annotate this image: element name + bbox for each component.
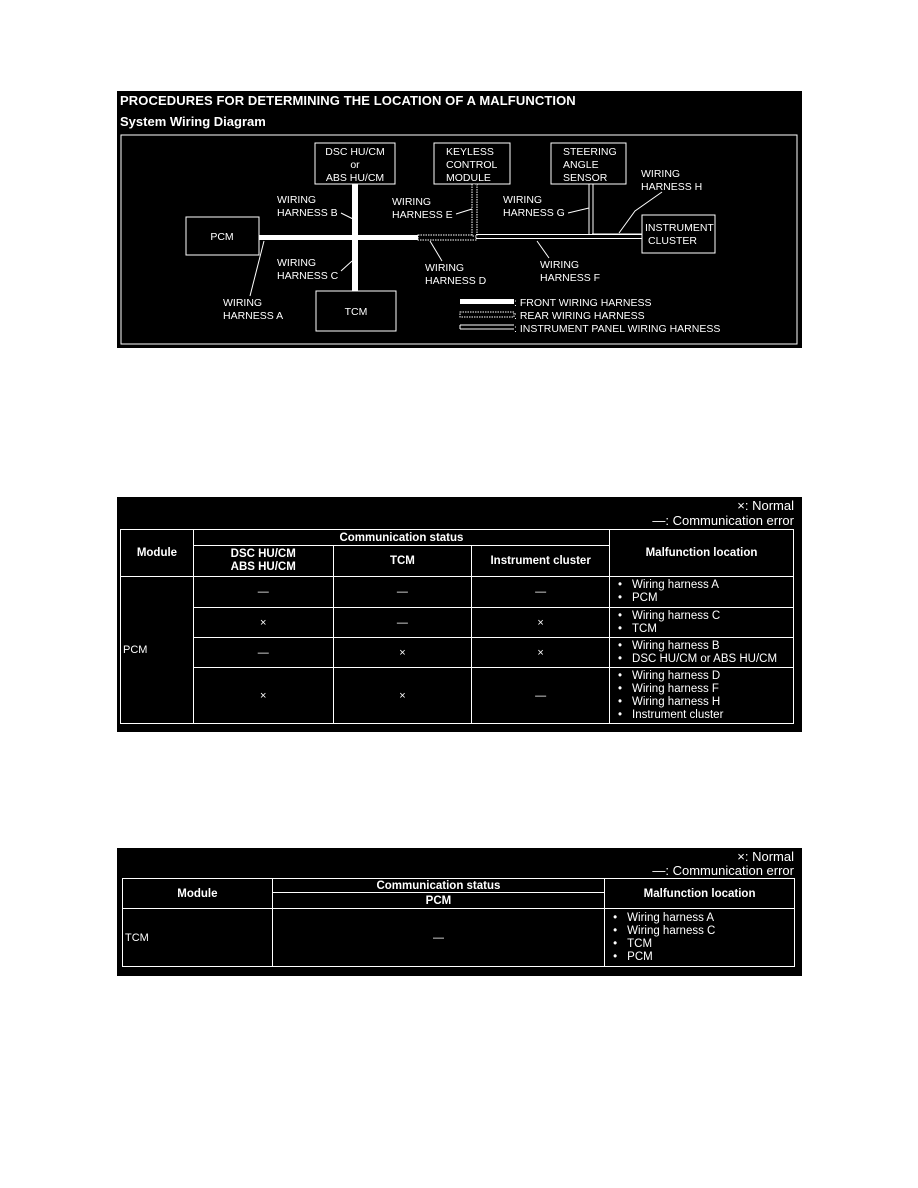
header-comm-status: Communication status <box>193 530 609 546</box>
key-normal: ×: Normal <box>737 849 794 864</box>
harness-e-pointer <box>456 209 472 214</box>
status-instrument: — <box>472 577 610 608</box>
harness-g-label-1: WIRING <box>503 194 543 206</box>
malfunction-cell <box>610 638 794 668</box>
table-row <box>121 668 794 724</box>
status-dsc: × <box>193 668 333 724</box>
pcm-status-table <box>120 529 794 724</box>
steering-label-1: STEERING <box>563 146 617 158</box>
legend-front-text: : FRONT WIRING HARNESS <box>514 297 652 309</box>
header-module: Module <box>123 879 273 909</box>
keyless-label-3: MODULE <box>446 172 491 184</box>
pcm-label: PCM <box>210 231 234 243</box>
status-tcm: × <box>333 668 472 724</box>
keyless-label-1: KEYLESS <box>446 146 494 158</box>
header-dsc <box>193 546 333 577</box>
malfunction-cell <box>610 608 794 638</box>
harness-h-label-1: WIRING <box>641 168 681 180</box>
harness-a-label-1: WIRING <box>223 297 263 309</box>
harness-d-label-1: WIRING <box>425 262 465 274</box>
module-cell-tcm: TCM <box>123 909 273 967</box>
harness-f-pointer <box>537 241 549 258</box>
harness-d-pointer <box>430 241 442 261</box>
front-harness-horizontal <box>259 235 418 240</box>
rear-harness-horizontal <box>418 235 476 240</box>
header-dsc-line-2: ABS HU/CM <box>230 561 296 573</box>
dsc-label-1: DSC HU/CM <box>325 146 385 158</box>
rear-harness-keyless <box>472 184 477 236</box>
header-tcm: TCM <box>333 546 472 577</box>
malfunction-item: • Instrument cluster <box>618 709 793 722</box>
tcm-status-table <box>122 878 795 967</box>
harness-g-label-2: HARNESS G <box>503 207 565 219</box>
status-instrument: — <box>472 668 610 724</box>
instrument-label-2: CLUSTER <box>648 235 698 247</box>
header-instrument: Instrument cluster <box>472 546 610 577</box>
header-module: Module <box>121 530 194 577</box>
malfunction-item: • PCM <box>618 592 793 605</box>
procedure-title: PROCEDURES FOR DETERMINING THE LOCATION OF A MALFUNCTION <box>120 93 576 108</box>
malfunction-item: • TCM <box>618 623 793 636</box>
harness-e-label-1: WIRING <box>392 196 432 208</box>
malfunction-item: • TCM <box>613 938 794 951</box>
status-tcm: — <box>333 608 472 638</box>
harness-a-pointer <box>250 241 264 296</box>
malfunction-item: • Wiring harness B <box>618 640 793 653</box>
status-instrument: × <box>472 608 610 638</box>
status-dsc: × <box>193 608 333 638</box>
front-harness-vertical <box>352 184 358 291</box>
malfunction-item: • Wiring harness C <box>613 925 794 938</box>
malfunction-item: • Wiring harness H <box>618 696 793 709</box>
header-comm-status: Communication status <box>272 879 604 893</box>
malfunction-item: • Wiring harness A <box>618 579 793 592</box>
malfunction-item: • Wiring harness D <box>618 670 793 683</box>
harness-h-label-2: HARNESS H <box>641 181 703 193</box>
status-tcm: — <box>333 577 472 608</box>
keyless-label-2: CONTROL <box>446 159 498 171</box>
pcm-status-panel <box>117 497 802 732</box>
key-normal: ×: Normal <box>737 498 794 513</box>
diagram-subtitle: System Wiring Diagram <box>120 114 266 129</box>
harness-f-label-1: WIRING <box>540 259 580 271</box>
malfunction-item: • PCM <box>613 951 794 964</box>
malfunction-cell <box>605 909 795 967</box>
wiring-diagram <box>117 91 802 348</box>
table-row <box>121 608 794 638</box>
harness-g-pointer <box>568 208 589 213</box>
header-malfunction: Malfunction location <box>605 879 795 909</box>
legend-ip-text: : INSTRUMENT PANEL WIRING HARNESS <box>514 323 721 335</box>
harness-a-label-2: HARNESS A <box>223 310 284 322</box>
status-dsc: — <box>193 638 333 668</box>
harness-b-label-2: HARNESS B <box>277 207 338 219</box>
dsc-label-3: ABS HU/CM <box>325 172 385 184</box>
malfunction-item: • Wiring harness A <box>613 912 794 925</box>
harness-c-label-2: HARNESS C <box>277 270 339 282</box>
harness-b-pointer <box>341 213 353 219</box>
instrument-label-1: INSTRUMENT <box>645 222 714 234</box>
wiring-diagram-panel <box>117 91 802 348</box>
module-cell-pcm: PCM <box>121 577 194 724</box>
status-instrument: × <box>472 638 610 668</box>
malfunction-item: • DSC HU/CM or ABS HU/CM <box>618 653 793 666</box>
steering-label-3: SENSOR <box>563 172 608 184</box>
legend-front-swatch <box>460 299 514 304</box>
steering-label-2: ANGLE <box>563 159 599 171</box>
legend-rear-text: : REAR WIRING HARNESS <box>514 310 645 322</box>
malfunction-item: • Wiring harness C <box>618 610 793 623</box>
dsc-label-2: or <box>350 159 360 171</box>
tcm-label: TCM <box>344 306 368 318</box>
table-row <box>121 638 794 668</box>
harness-e-label-2: HARNESS E <box>392 209 453 221</box>
status-dsc: — <box>193 577 333 608</box>
harness-d-label-2: HARNESS D <box>425 275 487 287</box>
status-tcm: × <box>333 638 472 668</box>
harness-b-label-1: WIRING <box>277 194 317 206</box>
legend-rear-swatch <box>460 312 514 317</box>
instrument-cluster-box <box>642 215 715 253</box>
header-pcm: PCM <box>272 893 604 909</box>
key-error: —: Communication error <box>652 513 794 528</box>
malfunction-item: • Wiring harness F <box>618 683 793 696</box>
header-malfunction: Malfunction location <box>610 530 794 577</box>
table-row <box>123 909 795 967</box>
harness-c-pointer <box>341 261 352 271</box>
table-row <box>121 577 794 608</box>
malfunction-cell <box>610 668 794 724</box>
key-error: —: Communication error <box>652 863 794 878</box>
tcm-status-panel <box>117 848 802 976</box>
status-pcm: — <box>272 909 604 967</box>
harness-c-label-1: WIRING <box>277 257 317 269</box>
header-dsc-line-1: DSC HU/CM <box>230 548 296 560</box>
harness-f-label-2: HARNESS F <box>540 272 601 284</box>
malfunction-cell <box>610 577 794 608</box>
